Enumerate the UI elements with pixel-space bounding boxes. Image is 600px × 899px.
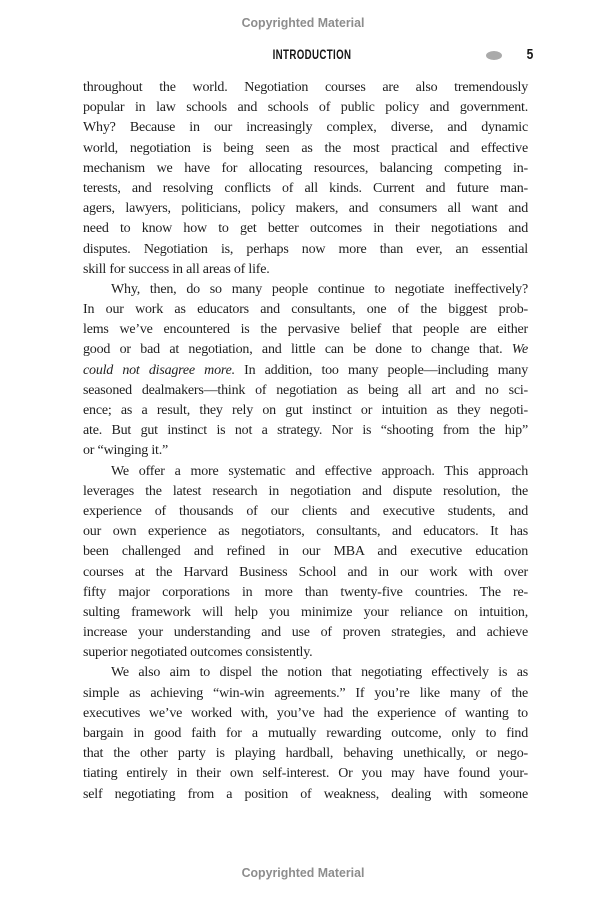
body-text bbox=[83, 78, 528, 805]
text-line: popular in law schools and schools of public policy and government. bbox=[83, 100, 528, 116]
text-line: mechanism we have for allocating resources, balancing competing in- bbox=[83, 160, 528, 176]
text-line: increase your understanding and use of proven strategies, and achieve bbox=[83, 625, 528, 641]
text-line: throughout the world. Negotiation courses are also tremendously bbox=[83, 80, 528, 95]
text-line: In our work as educators and consultants, one of the biggest prob- bbox=[83, 302, 528, 318]
text-line: good or bad at negotiation, and little can be done to change that. We bbox=[83, 342, 528, 358]
text-line: lems we’ve encountered is the pervasive belief that people are either bbox=[83, 322, 528, 338]
text-line: our own experience as negotiators, consultants, and educators. It has bbox=[83, 524, 528, 540]
text-line: world, negotiation is being seen as the most practical and effective bbox=[83, 140, 528, 156]
text-line: need to know how to get better outcomes in their negotiations and bbox=[83, 221, 528, 237]
text-line: We also aim to dispel the notion that negotiating effectively is as bbox=[111, 665, 528, 681]
text-line: been challenged and refined in our MBA and executive education bbox=[83, 544, 528, 560]
text-line: seasoned dealmakers—think of negotiation as being all art and no sci- bbox=[83, 382, 528, 398]
text-line: tiating entirely in their own self-interest. Or you may have found your- bbox=[83, 766, 528, 782]
text-line: courses at the Harvard Business School and in our work with over bbox=[83, 564, 528, 580]
text-line: self negotiating from a position of weakness, dealing with someone bbox=[83, 786, 528, 802]
text-line: Why? Because in our increasingly complex, diverse, and dynamic bbox=[83, 120, 528, 136]
text-line: that the other party is playing hardball, behaving unethically, or nego- bbox=[83, 746, 528, 762]
text-line: Why, then, do so many people continue to negotiate ineffectively? bbox=[111, 281, 528, 297]
page-number: 5 bbox=[526, 46, 534, 63]
copyright-watermark-top: Copyrighted Material bbox=[241, 15, 365, 30]
text-line: terests, and resolving conflicts of all kinds. Current and future man- bbox=[83, 180, 528, 196]
copyright-watermark-bottom: Copyrighted Material bbox=[241, 865, 365, 880]
text-line: ence; as a result, they rely on gut instinct or intuition as they negoti- bbox=[83, 403, 528, 418]
text-line: disputes. Negotiation is, perhaps now more than ever, an essential bbox=[83, 241, 528, 257]
chapter-title: INTRODUCTION bbox=[272, 47, 352, 62]
ellipse-ornament-icon bbox=[486, 51, 502, 60]
text-line: skill for success in all areas of life. bbox=[83, 261, 270, 277]
text-line: leverages the latest research in negotiation and dispute resolution, the bbox=[83, 483, 528, 499]
text-line: ate. But gut instinct is not a strategy. Nor is “shooting from the hip” bbox=[83, 423, 528, 439]
text-line: fifty major corporations in more than twenty-five countries. The re- bbox=[83, 584, 528, 600]
text-line: We offer a more systematic and effective approach. This approach bbox=[111, 463, 528, 479]
text-line: bargain in good faith for a mutually rewarding outcome, only to find bbox=[83, 726, 528, 741]
text-line: or “winging it.” bbox=[83, 443, 169, 459]
text-line: could not disagree more. In addition, too many people—including many bbox=[83, 362, 529, 378]
text-line: sulting framework will help you minimize your reliance on intuition, bbox=[83, 604, 528, 620]
text-line: experience of thousands of our clients and executive students, and bbox=[83, 503, 528, 519]
text-line: superior negotiated outcomes consistently. bbox=[83, 645, 313, 661]
text-line: simple as achieving “win-win agreements.” If you’re like many of the bbox=[83, 685, 528, 701]
text-line: executives we’ve worked with, you’ve had the experience of wanting to bbox=[83, 705, 528, 721]
text-line: agers, lawyers, politicians, policy makers, and consumers all want and bbox=[83, 201, 528, 217]
